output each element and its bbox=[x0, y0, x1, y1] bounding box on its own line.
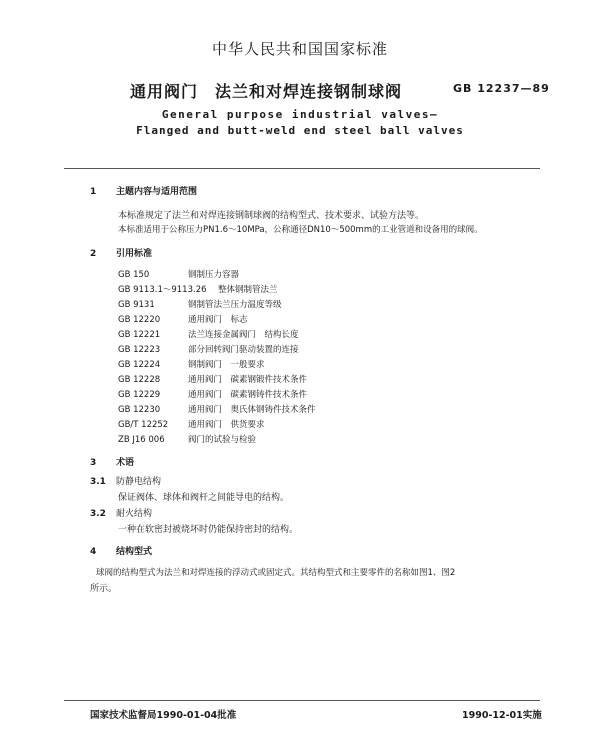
section-1-paragraph-2: 本标准适用于公称压力PN1.6～10MPa，公称通径DN10～500mm的工业管道和设备用的球阀。 bbox=[118, 225, 483, 235]
reference-code: GB 9113.1～9113.26 bbox=[118, 285, 207, 295]
reference-item bbox=[118, 283, 278, 295]
section-2-heading bbox=[90, 246, 152, 259]
section-number: 1 bbox=[90, 187, 97, 197]
reference-item bbox=[118, 358, 265, 370]
reference-name: 整体钢制管法兰 bbox=[218, 285, 278, 295]
section-title: 引用标准 bbox=[116, 249, 153, 259]
section-1-heading bbox=[90, 184, 197, 197]
reference-item bbox=[118, 373, 307, 385]
reference-item bbox=[118, 328, 299, 340]
section-title: 主题内容与适用范围 bbox=[116, 187, 198, 197]
section-4-heading bbox=[90, 544, 152, 557]
section-1-paragraph-1: 本标准规定了法兰和对焊连接钢制球阀的结构型式、技术要求、试验方法等。 bbox=[118, 211, 425, 221]
reference-name: 通用阀门 标志 bbox=[188, 315, 248, 325]
header-divider bbox=[64, 168, 540, 169]
subsection-number: 3.2 bbox=[90, 509, 106, 519]
reference-item bbox=[118, 388, 307, 400]
reference-name: 通用阀门 碳素钢锻件技术条件 bbox=[188, 375, 308, 385]
section-number: 2 bbox=[90, 249, 97, 259]
reference-code: GB 12223 bbox=[118, 345, 161, 355]
footer-divider bbox=[64, 700, 540, 701]
section-number: 3 bbox=[90, 458, 97, 468]
reference-code: ZB J16 006 bbox=[118, 435, 165, 445]
reference-item bbox=[118, 298, 282, 310]
reference-code: GB 12224 bbox=[118, 360, 161, 370]
section-title: 术语 bbox=[116, 458, 135, 468]
reference-name: 通用阀门 奥氏体钢铸件技术条件 bbox=[188, 405, 316, 415]
subsection-3-2-text: 一种在软密封被烧坏时仍能保持密封的结构。 bbox=[118, 525, 299, 535]
document-title-cn: 通用阀门 法兰和对焊连接钢制球阀 bbox=[130, 82, 403, 101]
reference-item bbox=[118, 403, 316, 415]
reference-name: 钢制阀门 一般要求 bbox=[188, 360, 265, 370]
section-4-paragraph-line1: 球阀的结构型式为法兰和对焊连接的浮动式或固定式。其结构型式和主要零件的名称如图1、图2 bbox=[96, 568, 456, 578]
section-3-heading bbox=[90, 455, 134, 468]
section-title: 结构型式 bbox=[116, 547, 153, 557]
subsection-title: 耐火结构 bbox=[116, 509, 153, 519]
subsection-3-1-heading bbox=[90, 474, 161, 487]
standard-number: GB 12237—89 bbox=[453, 82, 550, 95]
reference-code: GB 12228 bbox=[118, 375, 161, 385]
subsection-3-2-heading bbox=[90, 506, 152, 519]
document-title-en-line2: Flanged and butt-weld end steel ball valves bbox=[136, 124, 464, 137]
reference-item bbox=[118, 268, 239, 280]
subsection-number: 3.1 bbox=[90, 477, 106, 487]
reference-name: 部分回转阀门驱动装置的连接 bbox=[188, 345, 299, 355]
reference-item bbox=[118, 433, 256, 445]
reference-code: GB/T 12252 bbox=[118, 420, 169, 430]
reference-code: GB 150 bbox=[118, 270, 150, 280]
country-standard-heading: 中华人民共和国国家标准 bbox=[211, 40, 388, 58]
reference-code: GB 12220 bbox=[118, 315, 161, 325]
subsection-title: 防静电结构 bbox=[116, 477, 162, 487]
reference-name: 钢制管法兰压力温度等级 bbox=[188, 300, 282, 310]
reference-name: 通用阀门 碳素钢铸件技术条件 bbox=[188, 390, 308, 400]
reference-code: GB 9131 bbox=[118, 300, 155, 310]
subsection-3-1-text: 保证阀体、球体和阀杆之间能导电的结构。 bbox=[118, 493, 290, 503]
reference-code: GB 12230 bbox=[118, 405, 161, 415]
approval-date: 国家技术监督局1990-01-04批准 bbox=[90, 710, 237, 721]
reference-code: GB 12221 bbox=[118, 330, 161, 340]
section-4-paragraph-line2: 所示。 bbox=[90, 584, 118, 594]
reference-name: 钢制压力容器 bbox=[188, 270, 240, 280]
reference-item bbox=[118, 343, 299, 355]
document-title-en-line1: General purpose industrial valves— bbox=[161, 108, 439, 121]
section-number: 4 bbox=[90, 547, 97, 557]
reference-item bbox=[118, 418, 265, 430]
reference-name: 阀门的试验与检验 bbox=[188, 435, 257, 445]
implementation-date: 1990-12-01实施 bbox=[462, 710, 542, 721]
reference-name: 通用阀门 供货要求 bbox=[188, 420, 265, 430]
reference-code: GB 12229 bbox=[118, 390, 161, 400]
reference-item bbox=[118, 313, 248, 325]
reference-name: 法兰连接金属阀门 结构长度 bbox=[188, 330, 299, 340]
